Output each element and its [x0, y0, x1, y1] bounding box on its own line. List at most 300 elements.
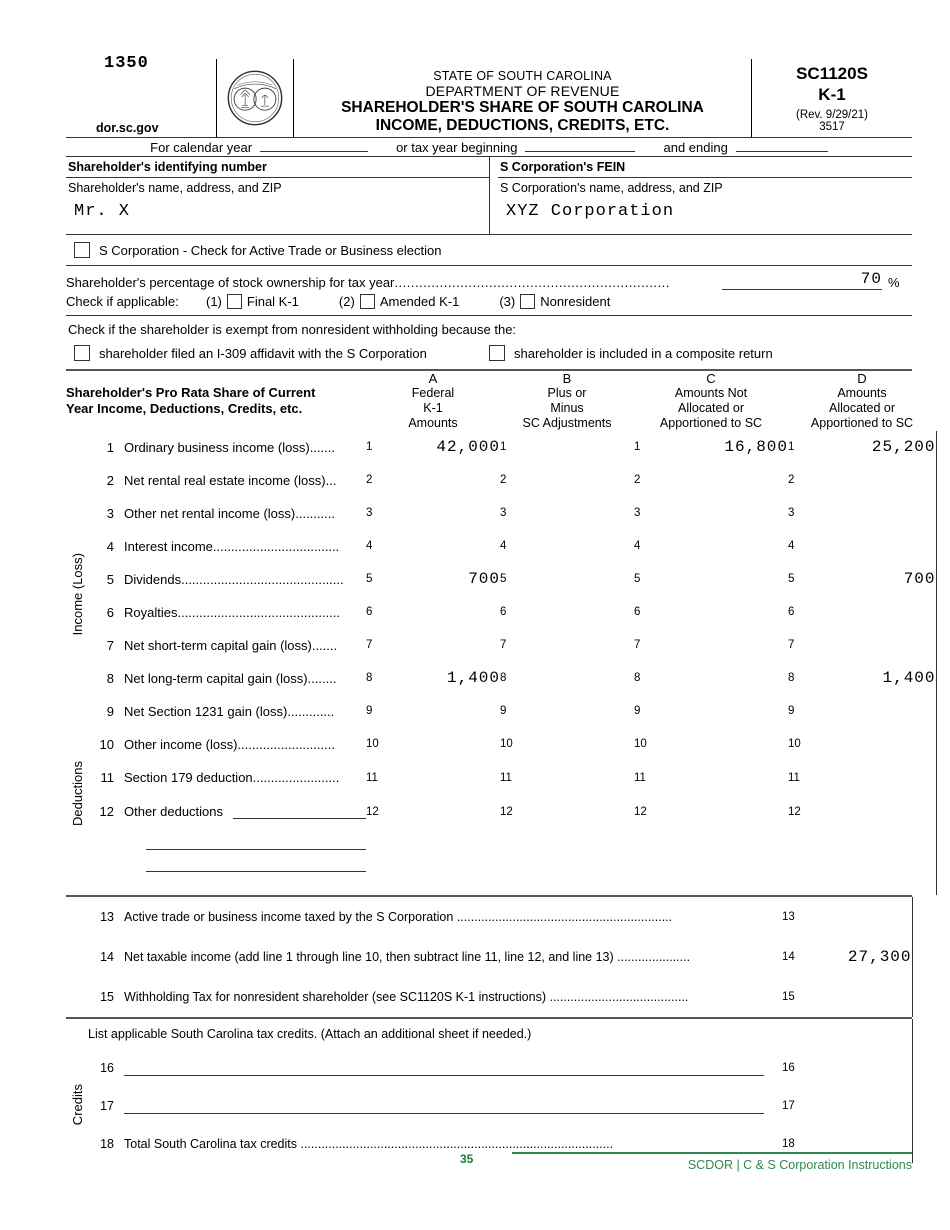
row-label-text-9: Net Section 1231 gain (loss)	[124, 703, 288, 719]
table-header-row	[66, 371, 936, 431]
row-1-amount-d[interactable]: 25,200	[812, 431, 936, 464]
ownership-percentage-label	[66, 275, 722, 290]
row-11-marker-b: 11	[500, 771, 512, 784]
column-b-letter: B	[562, 371, 572, 386]
row-8-amount-d[interactable]: 1,400	[812, 662, 936, 695]
row-6-marker-d: 6	[788, 606, 795, 619]
table-row	[66, 662, 936, 695]
row-4-marker-a: 4	[366, 540, 373, 553]
row-8-amount-c[interactable]	[658, 662, 788, 695]
summary-row	[66, 937, 912, 977]
header-left-block	[66, 52, 216, 137]
row-label-text-8: Net long-term capital gain (loss)	[124, 670, 308, 686]
row-3-amount-d[interactable]	[812, 497, 936, 530]
credit-marker-18: 18	[782, 1137, 795, 1150]
form-title-line-2: INCOME, DEDUCTIONS, CREDITS, ETC.	[375, 117, 670, 135]
option-2-label: Amended K-1	[379, 294, 460, 309]
row-label-7	[88, 629, 366, 662]
corporation-fein-label: S Corporation's FEIN	[498, 157, 912, 178]
row-5-marker-d: 5	[788, 573, 795, 586]
row-1-amount-b[interactable]	[524, 431, 634, 464]
credit-amount-16[interactable]	[806, 1049, 912, 1087]
credit-number-18: 18	[100, 1136, 114, 1151]
summary-dot-leader-15: ........................................	[549, 989, 689, 1004]
row-11-marker-c: 11	[634, 771, 646, 784]
section-label-credits	[66, 1049, 88, 1163]
credits-table	[66, 1019, 913, 1163]
table-row	[66, 761, 936, 795]
final-k1-checkbox[interactable]	[227, 294, 242, 309]
check-if-applicable-label: Check if applicable:	[66, 294, 179, 309]
row-4-marker-d: 4	[788, 540, 795, 553]
row-number-11: 11	[100, 770, 114, 786]
ownership-percentage-row	[66, 265, 912, 290]
summary-label-text-15: Withholding Tax for nonresident shareholder (see SC1120S K-1 instructions)	[124, 989, 550, 1004]
row-10-marker-d: 10	[788, 738, 801, 751]
page-number: 35	[460, 1152, 474, 1166]
summary-amount-15[interactable]	[806, 977, 912, 1017]
row-c2-mini-a	[366, 851, 390, 873]
row-8-marker-a: 8	[366, 672, 373, 685]
row-11-amount-d[interactable]	[812, 761, 936, 795]
table-row	[66, 563, 936, 596]
footer-agency-text: SCDOR | C & S Corporation Instructions	[687, 1158, 912, 1172]
option-3-label: Nonresident	[540, 294, 611, 309]
summary-amount-13[interactable]	[806, 897, 912, 937]
row-2-amount-b[interactable]	[524, 464, 634, 497]
section-label-credits-text: Credits	[69, 1083, 85, 1125]
option-final-k1[interactable]	[206, 294, 299, 309]
row-c3-amount-d[interactable]	[812, 873, 936, 895]
row-number-8: 8	[106, 670, 114, 686]
summary-label-14	[88, 937, 782, 977]
summary-side-spacer-14	[66, 937, 88, 977]
row-dot-leader-1: .......	[309, 439, 335, 455]
active-trade-election-row	[66, 234, 912, 265]
row-9-marker-c: 9	[634, 705, 641, 718]
row-c2-mini-c	[634, 851, 658, 873]
form-revision: (Rev. 9/29/21)	[795, 108, 868, 121]
corporation-name-label: S Corporation's name, address, and ZIP	[500, 181, 723, 195]
row-number-1: 1	[106, 439, 114, 455]
summary-amount-14[interactable]: 27,300	[806, 937, 912, 977]
summary-label-text-13: Active trade or business income taxed by the S Corporation	[124, 909, 457, 924]
other-deductions-continuation	[66, 829, 937, 895]
row-7-amount-d[interactable]	[812, 629, 936, 662]
row-1-marker-a: 1	[366, 441, 373, 454]
amended-k1-checkbox[interactable]	[360, 294, 375, 309]
row-label-10	[88, 728, 366, 761]
row-number-7: 7	[106, 637, 114, 653]
row-3-amount-a[interactable]	[390, 497, 500, 530]
row-2-amount-a[interactable]	[390, 464, 500, 497]
ownership-percentage-value: 70	[860, 270, 882, 288]
check-if-applicable-row	[66, 290, 912, 315]
table-row	[66, 530, 936, 563]
row-number-4: 4	[106, 538, 114, 554]
column-b-line-1: Plus or	[547, 386, 587, 401]
row-9-marker-d: 9	[788, 705, 795, 718]
exemption-option-composite[interactable]	[489, 345, 773, 361]
column-b-header	[500, 371, 634, 431]
row-5-amount-b[interactable]	[524, 563, 634, 596]
other-deductions-write-in-1[interactable]	[146, 829, 366, 850]
row-label-9	[88, 695, 366, 728]
row-1-marker-c: 1	[634, 441, 641, 454]
row-11-amount-c[interactable]	[658, 761, 788, 795]
form-id: SC1120S	[796, 63, 868, 83]
row-11-marker-a: 11	[366, 771, 378, 784]
row-9-marker-b: 9	[500, 705, 507, 718]
row-dot-leader-5: .............................................	[181, 571, 344, 587]
row-9-amount-b[interactable]	[524, 695, 634, 728]
ownership-percentage-field[interactable]	[722, 270, 882, 290]
summary-dot-leader-14: .....................	[617, 949, 691, 964]
other-deductions-write-in-2[interactable]	[146, 851, 366, 872]
form-code: 3517	[819, 120, 845, 133]
section-label-income-text: Income (Loss)	[69, 552, 85, 636]
table-row	[66, 629, 936, 662]
exemption-option-affidavit[interactable]	[74, 345, 489, 361]
column-d-line-3: Apportioned to SC	[810, 415, 914, 430]
row-number-12: 12	[99, 804, 114, 820]
row-10-amount-b[interactable]	[524, 728, 634, 761]
row-10-marker-c: 10	[634, 738, 647, 751]
row-dot-leader-2: ...	[325, 472, 337, 488]
row-12-marker-d: 12	[788, 805, 801, 818]
credits-side-label-spacer	[66, 1019, 88, 1049]
active-trade-election-label: S Corporation - Check for Active Trade or Business election	[99, 242, 442, 258]
column-d-line-1: Amounts	[837, 386, 887, 401]
option-1-label: Final K-1	[246, 294, 299, 309]
row-10-marker-b: 10	[500, 738, 513, 751]
row-8-marker-c: 8	[634, 672, 641, 685]
row-label-text-5: Dividends	[124, 571, 182, 587]
row-c1-mini-c	[634, 829, 658, 851]
row-5-amount-a[interactable]: 700	[468, 570, 500, 589]
row-label-12	[88, 795, 366, 829]
row-3-amount-b[interactable]	[524, 497, 634, 530]
option-1-number: (1)	[206, 294, 222, 309]
row-label-text-4: Interest income	[124, 538, 213, 554]
credit-amount-17[interactable]	[806, 1087, 912, 1125]
credits-intro-mini	[782, 1019, 806, 1049]
row-label-text-11: Section 179 deduction	[124, 770, 253, 786]
row-dot-leader-10: ...........................	[237, 736, 335, 752]
summary-row	[66, 897, 912, 937]
continuation-row	[66, 851, 936, 873]
row-11-marker-d: 11	[788, 771, 800, 784]
row-12-marker-b: 12	[500, 805, 513, 818]
pro-rata-header-line-1: Shareholder's Pro Rata Share of Current	[66, 384, 316, 400]
row-2-amount-d[interactable]	[812, 464, 936, 497]
row-label-text-7: Net short-term capital gain (loss)	[124, 637, 312, 653]
row-label-text-12: Other deductions	[124, 804, 224, 820]
row-7-marker-a: 7	[366, 639, 373, 652]
row-7-amount-c[interactable]	[658, 629, 788, 662]
row-4-amount-c[interactable]	[658, 530, 788, 563]
corporation-name-value[interactable]: XYZ Corporation	[506, 202, 675, 221]
row-4-marker-b: 4	[500, 540, 507, 553]
row-11-amount-a[interactable]	[390, 761, 500, 795]
column-a-letter: A	[428, 371, 438, 386]
row-c2-mini-d	[788, 851, 812, 873]
deductions-side-label-spacer-2	[66, 851, 88, 873]
row-8-amount-a[interactable]: 1,400	[446, 669, 500, 688]
section-label-income	[66, 431, 88, 761]
table-row	[66, 497, 936, 530]
row-label-text-1: Ordinary business income (loss)	[124, 439, 310, 455]
row-dot-leader-6: .............................................	[177, 604, 341, 620]
column-c-line-3: Apportioned to SC	[659, 415, 763, 430]
row-5-marker-c: 5	[634, 573, 641, 586]
shareholder-identification-column	[66, 157, 489, 234]
nonresident-checkbox[interactable]	[520, 294, 535, 309]
row-9-amount-a[interactable]	[390, 695, 500, 728]
other-deductions-write-in-0[interactable]	[233, 804, 366, 819]
active-trade-election-checkbox[interactable]	[74, 242, 90, 258]
option-3-number: (3)	[499, 294, 516, 309]
row-6-amount-c[interactable]	[658, 596, 788, 629]
row-9-amount-c[interactable]	[658, 695, 788, 728]
row-dot-leader-11: ........................	[252, 770, 340, 786]
state-line: STATE OF SOUTH CAROLINA	[433, 69, 612, 84]
row-3-marker-b: 3	[500, 507, 507, 520]
row-5-marker-a: 5	[366, 573, 373, 586]
row-5-amount-c[interactable]	[658, 563, 788, 596]
row-3-marker-c: 3	[634, 507, 641, 520]
pro-rata-header-cell	[66, 371, 366, 431]
row-label-text-10: Other income (loss)	[124, 736, 238, 752]
tax-year-row	[66, 138, 912, 156]
row-4-amount-a[interactable]	[390, 530, 500, 563]
calendar-year-input[interactable]	[260, 139, 368, 152]
row-dot-leader-8: ........	[307, 670, 337, 686]
row-3-marker-a: 3	[366, 507, 373, 520]
row-label-text-2: Net rental real estate income (loss)	[124, 472, 326, 488]
header-title-block	[294, 69, 751, 137]
row-12-marker-c: 12	[634, 805, 647, 818]
column-d-line-2: Allocated or	[828, 401, 895, 416]
row-7-marker-c: 7	[634, 639, 641, 652]
option-2-number: (2)	[338, 294, 355, 309]
row-1-amount-a[interactable]: 42,000	[436, 438, 500, 457]
row-6-amount-b[interactable]	[524, 596, 634, 629]
row-7-amount-b[interactable]	[524, 629, 634, 662]
row-1-amount-c[interactable]: 16,800	[724, 438, 788, 457]
summary-lines-table	[66, 897, 913, 1017]
row-4-amount-b[interactable]	[524, 530, 634, 563]
row-c2-amount-d[interactable]	[812, 851, 936, 873]
credit-label-16	[88, 1049, 782, 1087]
row-c1-amount-d[interactable]	[812, 829, 936, 851]
column-c-header	[634, 371, 788, 431]
row-8-marker-d: 8	[788, 672, 795, 685]
row-label-11	[88, 761, 366, 795]
column-c-line-1: Amounts Not	[674, 386, 748, 401]
exemption-intro: Check if the shareholder is exempt from nonresident withholding because the:	[66, 315, 912, 339]
credit-label-text-18: Total South Carolina tax credits	[124, 1136, 301, 1151]
summary-number-13: 13	[100, 909, 114, 924]
footer-agency-block	[512, 1152, 912, 1172]
identification-block	[66, 156, 912, 234]
ownership-dot-leader: ...................................................................	[394, 275, 670, 290]
credit-number-16: 16	[100, 1061, 114, 1076]
exemption-option-1-label: shareholder filed an I-309 affidavit with the S Corporation	[99, 345, 427, 361]
table-line-rows	[66, 431, 936, 829]
column-a-line-1: Federal	[411, 386, 455, 401]
row-4-amount-d[interactable]	[812, 530, 936, 563]
summary-marker-13: 13	[782, 910, 795, 923]
exemption-options-row	[66, 339, 912, 369]
column-a-line-3: Amounts	[408, 415, 458, 430]
credit-write-in-17[interactable]	[124, 1097, 764, 1114]
deductions-side-label-spacer-3	[66, 873, 88, 895]
exemption-option-2-label: shareholder is included in a composite return	[514, 345, 773, 361]
row-c3-amount-c[interactable]	[658, 873, 788, 895]
column-c-line-2: Allocated or	[677, 401, 744, 416]
continuation-row	[66, 873, 936, 895]
row-8-amount-b[interactable]	[524, 662, 634, 695]
row-1-marker-d: 1	[788, 441, 795, 454]
credit-marker-17: 17	[782, 1099, 795, 1112]
row-c3-amount-b[interactable]	[524, 873, 634, 895]
row-c1-amount-a[interactable]	[390, 829, 500, 851]
row-6-amount-a[interactable]	[390, 596, 500, 629]
row-2-marker-a: 2	[366, 474, 373, 487]
row-5-amount-d[interactable]: 700	[812, 563, 936, 596]
row-dot-leader-3: ...........	[295, 505, 335, 521]
row-label-text-3: Other net rental income (loss)	[124, 505, 296, 521]
row-c2-amount-c[interactable]	[658, 851, 788, 873]
form-body	[66, 52, 936, 1163]
option-nonresident[interactable]	[499, 294, 610, 309]
section-label-deductions-text: Deductions	[69, 760, 85, 826]
row-12-amount-c[interactable]	[658, 795, 788, 829]
form-series-number: 1350	[104, 54, 149, 73]
summary-side-spacer-13	[66, 897, 88, 937]
form-title-line-1: SHAREHOLDER'S SHARE OF SOUTH CAROLINA	[341, 99, 704, 117]
row-11-amount-b[interactable]	[524, 761, 634, 795]
summary-dot-leader-13: ..............................................................	[456, 909, 673, 924]
row-2-marker-c: 2	[634, 474, 641, 487]
row-10-marker-a: 10	[366, 738, 379, 751]
table-row	[66, 596, 936, 629]
row-2-marker-d: 2	[788, 474, 795, 487]
ownership-label-text: Shareholder's percentage of stock ownership for tax year	[66, 275, 395, 290]
row-6-marker-c: 6	[634, 606, 641, 619]
composite-return-checkbox[interactable]	[489, 345, 505, 361]
row-6-marker-a: 6	[366, 606, 373, 619]
row-label-2	[88, 464, 366, 497]
row-number-3: 3	[106, 505, 114, 521]
row-10-amount-d[interactable]	[812, 728, 936, 761]
shareholder-name-label: Shareholder's name, address, and ZIP	[68, 181, 282, 195]
shareholder-name-value[interactable]: Mr. X	[74, 202, 131, 221]
row-3-amount-c[interactable]	[658, 497, 788, 530]
row-2-amount-c[interactable]	[658, 464, 788, 497]
row-label-3	[88, 497, 366, 530]
header-form-id-block	[751, 59, 912, 137]
row-7-amount-a[interactable]	[390, 629, 500, 662]
column-b-line-3: SC Adjustments	[522, 415, 612, 430]
row-6-marker-b: 6	[500, 606, 507, 619]
summary-marker-14: 14	[782, 950, 795, 963]
row-10-amount-a[interactable]	[390, 728, 500, 761]
agency-website: dor.sc.gov	[96, 121, 159, 135]
credits-intro-text: List applicable South Carolina tax credits. (Attach an additional sheet if needed.)	[88, 1026, 532, 1041]
row-label-5	[88, 563, 366, 596]
row-c2-amount-b[interactable]	[524, 851, 634, 873]
credit-row	[66, 1087, 912, 1125]
row-c2-amount-a[interactable]	[390, 851, 500, 873]
row-12-amount-a[interactable]	[390, 795, 500, 829]
table-row	[66, 795, 936, 829]
row-c1-mini-d	[788, 829, 812, 851]
summary-label-text-14: Net taxable income (add line 1 through line 10, then subtract line 11, line 12, and line 13)	[124, 949, 618, 964]
row-4-marker-c: 4	[634, 540, 641, 553]
row-label-4	[88, 530, 366, 563]
row-2-marker-b: 2	[500, 474, 507, 487]
row-c1-mini-a	[366, 829, 390, 851]
row-number-10: 10	[99, 736, 114, 752]
tax-year-beginning-input[interactable]	[525, 139, 635, 152]
form-suffix: K-1	[818, 84, 846, 104]
row-6-amount-d[interactable]	[812, 596, 936, 629]
pro-rata-header-line-2: Year Income, Deductions, Credits, etc.	[66, 400, 303, 416]
summary-label-15	[88, 977, 782, 1017]
row-c3-mini-d	[788, 873, 812, 895]
row-c3-mini-c	[634, 873, 658, 895]
credit-number-17: 17	[100, 1099, 114, 1114]
row-c3-mini-b	[500, 873, 524, 895]
credits-intro-row	[66, 1019, 912, 1049]
row-dot-leader-4: ...................................	[212, 538, 340, 554]
corporation-identification-column	[489, 157, 912, 234]
column-d-header	[788, 371, 936, 431]
credit-rows-body	[66, 1049, 912, 1163]
row-12-amount-d[interactable]	[812, 795, 936, 829]
form-header	[66, 52, 912, 137]
tax-year-beginning-label: or tax year beginning	[396, 140, 518, 155]
row-label-6	[88, 596, 366, 629]
row-10-amount-c[interactable]	[658, 728, 788, 761]
row-c2-mini-b	[500, 851, 524, 873]
credit-write-in-16[interactable]	[124, 1059, 764, 1076]
summary-row	[66, 977, 912, 1017]
row-9-amount-d[interactable]	[812, 695, 936, 728]
row-label-8	[88, 662, 366, 695]
tax-year-ending-input[interactable]	[736, 139, 828, 152]
row-c1-amount-c[interactable]	[658, 829, 788, 851]
row-c1-amount-b[interactable]	[524, 829, 634, 851]
row-8-marker-b: 8	[500, 672, 507, 685]
table-row	[66, 695, 936, 728]
row-12-amount-b[interactable]	[524, 795, 634, 829]
row-label-1	[88, 431, 366, 464]
row-1-marker-b: 1	[500, 441, 507, 454]
column-b-line-2: Minus	[550, 401, 584, 416]
credit-marker-16: 16	[782, 1061, 795, 1074]
option-amended-k1[interactable]	[339, 294, 459, 309]
shareholder-id-label: Shareholder's identifying number	[66, 157, 489, 178]
table-row	[66, 431, 936, 464]
table-row	[66, 728, 936, 761]
row-c3-amount-a[interactable]	[390, 873, 500, 895]
i309-affidavit-checkbox[interactable]	[74, 345, 90, 361]
row-c1-mini-b	[500, 829, 524, 851]
summary-label-13	[88, 897, 782, 937]
